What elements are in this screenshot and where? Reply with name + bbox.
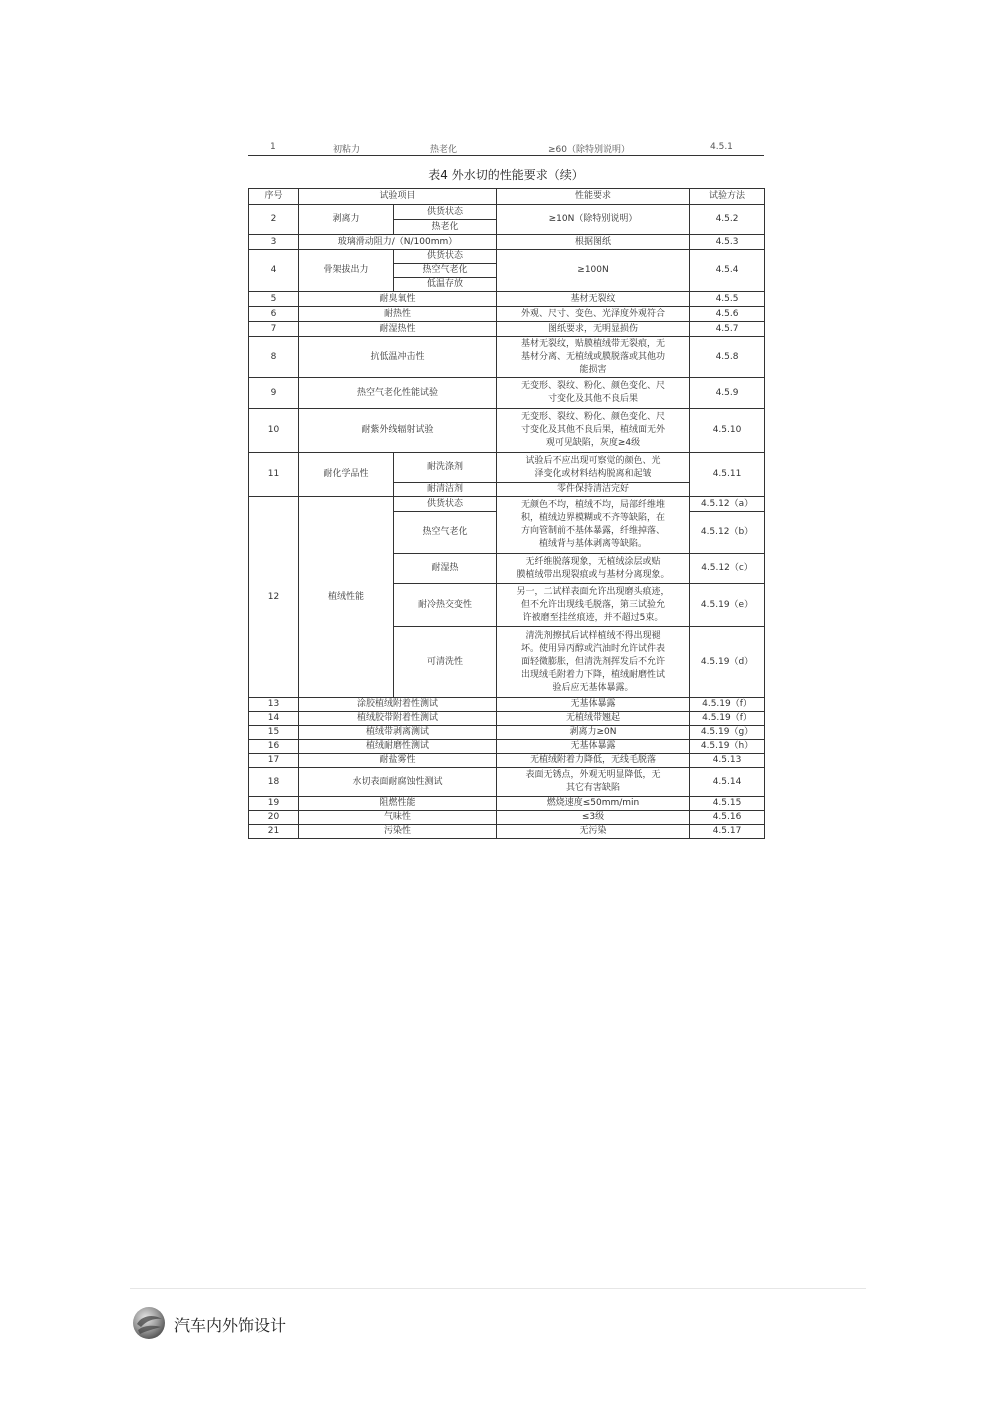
row-method: 4.5.19（e）: [690, 584, 765, 627]
row-item: 水切表面耐腐蚀性测试: [299, 768, 497, 797]
previous-table-fragment: [248, 140, 764, 156]
row-no: 12: [249, 497, 299, 698]
row-substate: 可清洗性: [394, 627, 497, 698]
row-no: 2: [249, 205, 299, 235]
footer-divider: [130, 1288, 866, 1289]
row-requirement: 无植绒附着力降低，无线毛脱落: [497, 754, 690, 768]
row-method: 4.5.4: [690, 250, 765, 292]
row-item: 骨架拔出力: [299, 250, 394, 292]
row-substate: 耐冷热交变性: [394, 584, 497, 627]
row-item: 植绒胶带附着性测试: [299, 712, 497, 726]
row-requirement: 外观、尺寸、变色、光泽度外观符合: [497, 307, 690, 322]
table-row: [249, 497, 765, 512]
row-item: 耐盐雾性: [299, 754, 497, 768]
row-requirement: 剥离力≥0N: [497, 726, 690, 740]
row-requirement: 无变形、裂纹、粉化、颜色变化、尺 寸变化及其他不良后果，植绒面无外 观可见缺陷，灰度≥4级: [497, 409, 690, 453]
row-requirement: 无基体暴露: [497, 698, 690, 712]
table-row: [249, 322, 765, 337]
row-requirement: ≥100N: [497, 250, 690, 292]
row-no: 19: [249, 797, 299, 811]
row-method: 4.5.12（b）: [690, 512, 765, 554]
row-method: 4.5.11: [690, 453, 765, 497]
table-row: [249, 337, 765, 378]
row-method: 4.5.19（h）: [690, 740, 765, 754]
row-no: 9: [249, 378, 299, 409]
row-requirement: 零件保持清洁完好: [497, 483, 690, 497]
row-no: 20: [249, 811, 299, 825]
row-method: 4.5.13: [690, 754, 765, 768]
row-no: 11: [249, 453, 299, 497]
row-no: 7: [249, 322, 299, 337]
row-method: 4.5.8: [690, 337, 765, 378]
row-method: 4.5.17: [690, 825, 765, 839]
row-item: 涂胶植绒附着性测试: [299, 698, 497, 712]
row-requirement: 表面无锈点，外观无明显降低，无 其它有害缺陷: [497, 768, 690, 797]
table-row: [249, 292, 765, 307]
row-method: 4.5.15: [690, 797, 765, 811]
table-row: [249, 768, 765, 797]
header-no: 序号: [249, 189, 299, 205]
row-method: 4.5.12（a）: [690, 497, 765, 512]
prev-row-state: 热老化: [430, 145, 458, 155]
row-item: 污染性: [299, 825, 497, 839]
table-row: [249, 378, 765, 409]
row-no: 18: [249, 768, 299, 797]
row-requirement: 根据图纸: [497, 235, 690, 250]
row-method: 4.5.2: [690, 205, 765, 235]
prev-row-item: 初粘力: [333, 145, 361, 155]
row-substate: 热空气老化: [394, 264, 497, 278]
table-row: [249, 409, 765, 453]
row-no: 5: [249, 292, 299, 307]
row-item: 植绒带剥离测试: [299, 726, 497, 740]
performance-requirements-table: [248, 188, 765, 839]
row-item: 植绒性能: [299, 497, 394, 698]
row-method: 4.5.7: [690, 322, 765, 337]
row-item: 耐热性: [299, 307, 497, 322]
row-requirement: 无基体暴露: [497, 740, 690, 754]
row-item: 阻燃性能: [299, 797, 497, 811]
row-requirement: 燃烧速度≤50mm/min: [497, 797, 690, 811]
row-substate: 耐清洁剂: [394, 483, 497, 497]
row-method: 4.5.16: [690, 811, 765, 825]
row-method: 4.5.5: [690, 292, 765, 307]
row-no: 17: [249, 754, 299, 768]
row-item: 气味性: [299, 811, 497, 825]
prev-row-method: 4.5.1: [710, 142, 733, 152]
row-method: 4.5.10: [690, 409, 765, 453]
row-item: 剥离力: [299, 205, 394, 235]
row-substate: 热老化: [394, 220, 497, 235]
row-item: 植绒耐磨性测试: [299, 740, 497, 754]
row-requirement: 无植绒带翘起: [497, 712, 690, 726]
table-row: [249, 811, 765, 825]
header-requirement: 性能要求: [497, 189, 690, 205]
table-row: [249, 235, 765, 250]
table-row: [249, 797, 765, 811]
table-row: [249, 712, 765, 726]
header-item: 试验项目: [299, 189, 497, 205]
row-method: 4.5.12（c）: [690, 554, 765, 584]
row-item: 耐湿热性: [299, 322, 497, 337]
table-row: [249, 250, 765, 264]
row-substate: 供货状态: [394, 250, 497, 264]
header-method: 试验方法: [690, 189, 765, 205]
row-requirement: 无变形、裂纹、粉化、颜色变化、尺 寸变化及其他不良后果: [497, 378, 690, 409]
row-item: 耐臭氧性: [299, 292, 497, 307]
row-item: 耐紫外线辐射试验: [299, 409, 497, 453]
row-substate: 低温存放: [394, 278, 497, 292]
row-substate: 热空气老化: [394, 512, 497, 554]
row-no: 13: [249, 698, 299, 712]
prev-row-requirement: ≥60（除特别说明）: [548, 145, 630, 155]
table-caption: 表4 外水切的性能要求（续）: [428, 168, 584, 182]
row-no: 10: [249, 409, 299, 453]
footer-brand-name: 汽车内外饰设计: [174, 1316, 287, 1335]
row-method: 4.5.9: [690, 378, 765, 409]
row-requirement: 试验后不应出现可察觉的颜色、光 泽变化或材料结构脱离和起皱: [497, 453, 690, 483]
row-substate: 耐湿热: [394, 554, 497, 584]
row-requirement: 清洗剂擦拭后试样植绒不得出现褪 坏。使用异丙醇或汽油时允许试件表 面轻微膨胀，但清洗剂挥发后不允许 出现绒毛附着力下降，植绒耐磨性试 验后应无基体暴露。: [497, 627, 690, 698]
row-item: 耐化学品性: [299, 453, 394, 497]
row-requirement: 基材无裂纹，贴膜植绒带无裂痕，无 基材分离、无植绒或膜脱落或其他功 能损害: [497, 337, 690, 378]
row-item: 抗低温冲击性: [299, 337, 497, 378]
row-method: 4.5.14: [690, 768, 765, 797]
table-row: [249, 698, 765, 712]
row-substate: 供货状态: [394, 205, 497, 220]
row-no: 4: [249, 250, 299, 292]
table-row: [249, 205, 765, 220]
prev-row-no: 1: [270, 142, 276, 152]
row-substate: 耐洗涤剂: [394, 453, 497, 483]
row-no: 8: [249, 337, 299, 378]
row-no: 16: [249, 740, 299, 754]
row-substate: 供货状态: [394, 497, 497, 512]
row-requirement: 无颜色不均，植绒不均，局部纤维堆 积，植绒边界模糊或不齐等缺陷，在 方向管制前不基体暴露，纤维掉落、 植绒背与基体剥离等缺陷。: [497, 497, 690, 554]
row-method: 4.5.6: [690, 307, 765, 322]
row-no: 14: [249, 712, 299, 726]
row-no: 6: [249, 307, 299, 322]
row-method: 4.5.19（g）: [690, 726, 765, 740]
row-requirement: 图纸要求，无明显损伤: [497, 322, 690, 337]
table-row: [249, 740, 765, 754]
row-requirement: 基材无裂纹: [497, 292, 690, 307]
table-row: [249, 307, 765, 322]
row-no: 3: [249, 235, 299, 250]
brand-logo-icon: [132, 1306, 166, 1340]
table-header-row: [249, 189, 765, 205]
row-requirement: 无纤维脱落现象，无植绒涂层或贴 膜植绒带出现裂痕或与基材分离现象。: [497, 554, 690, 584]
row-item: 玻璃滑动阻力/（N/100mm）: [299, 235, 497, 250]
row-no: 21: [249, 825, 299, 839]
row-requirement: 无污染: [497, 825, 690, 839]
row-method: 4.5.19（f）: [690, 712, 765, 726]
table-row: [249, 825, 765, 839]
row-item: 热空气老化性能试验: [299, 378, 497, 409]
row-requirement: ≥10N（除特别说明）: [497, 205, 690, 235]
table-row: [249, 754, 765, 768]
row-requirement: 另一，二试样表面允许出现磨头痕迹， 但不允许出现线毛脱落，第三试验允 许被磨至挂丝痕迹，并不超过5束。: [497, 584, 690, 627]
row-method: 4.5.19（d）: [690, 627, 765, 698]
row-method: 4.5.19（f）: [690, 698, 765, 712]
table-row: [249, 453, 765, 483]
row-requirement: ≤3级: [497, 811, 690, 825]
table-row: [249, 726, 765, 740]
row-no: 15: [249, 726, 299, 740]
row-method: 4.5.3: [690, 235, 765, 250]
